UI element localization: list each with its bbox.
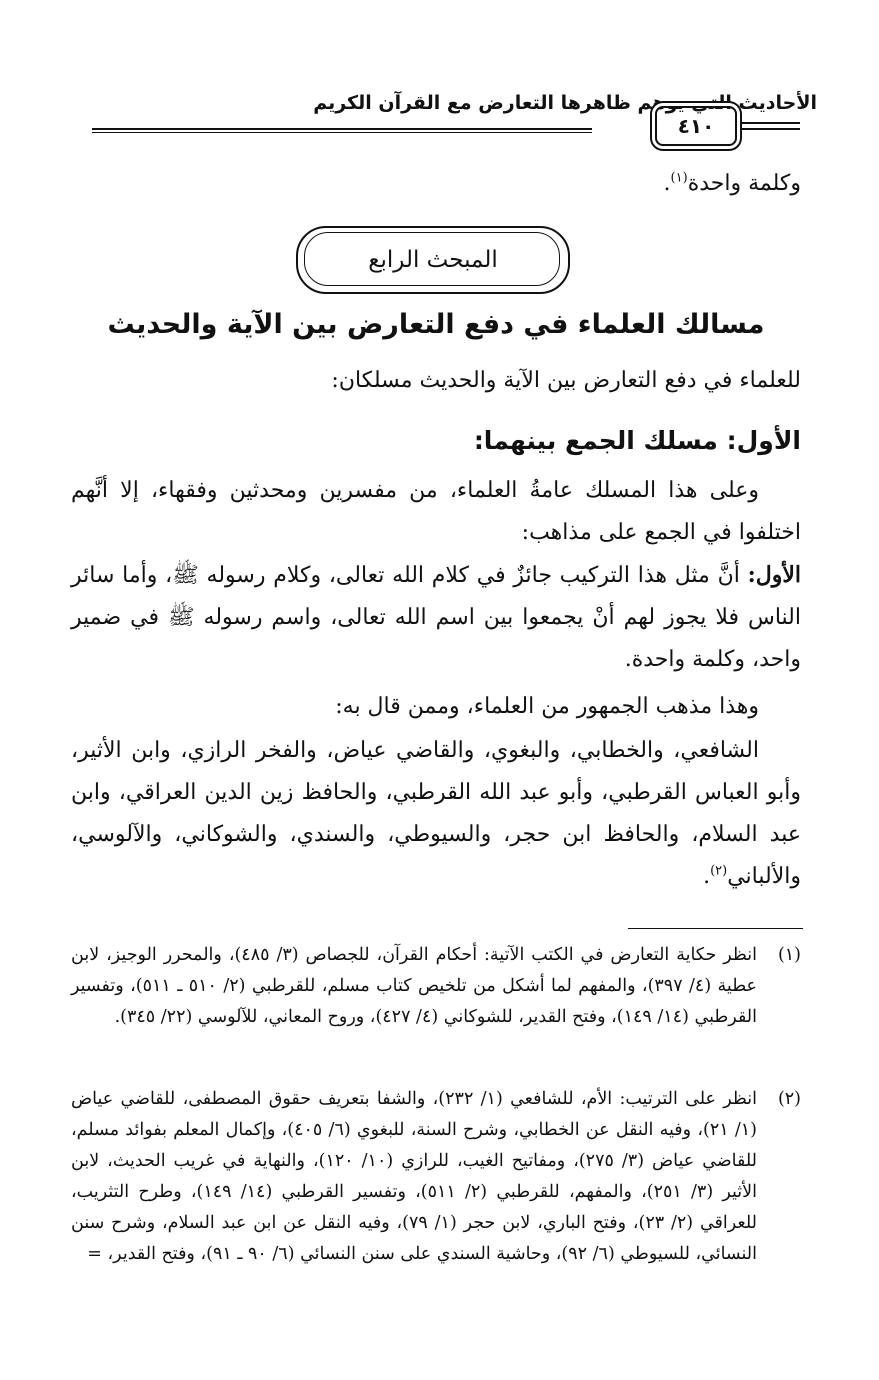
paragraph-4 [71, 730, 801, 898]
footnote-2-text: انظر على الترتيب: الأم، للشافعي (١/ ٢٣٢)، والشفا بتعريف حقوق المصطفى، للقاضي عياض (١/ ٢١)، وفيه النقل عن الخطابي، وشرح السنة، للبغوي (٦/ ٤٠٥)، وإكمال المعلم بفوائد مسلم، للقاضي عياض (٣/ ٢٧٥)، ومفاتيح الغيب، للرازي (١٠/ ١٢٠)، والنهاية في غريب الحديث، لابن الأثير (٣/ ٢٥١)، والمفهم، للقرطبي (٢/ ٥١١)، وتفسير القرطبي (١٤/ ١٤٩)، وطرح التثريب، للعراقي (٢/ ٢٣)، وفتح الباري، لابن حجر (١/ ٧٩)، وفيه النقل عن ابن عبد السلام، وشرح سنن النسائي، للسيوطي (٦/ ٩٢)، وحاشية السندي على سنن النسائي (٦/ ٩٠ ـ ٩١)، وفتح القدير، = [71, 1089, 758, 1264]
paragraph-4-text: الشافعي، والخطابي، والبغوي، والقاضي عياض، والفخر الرازي، وابن الأثير، وأبو العباس القرطبي، وأبو عبد الله القرطبي، والحافظ زين الدين العراقي، وابن عبد السلام، والحافظ ابن حجر، والسيوطي، والسندي، والشوكاني، والآلوسي، والألباني [71, 738, 801, 889]
continuation-line [71, 163, 801, 205]
section-label: المبحث الرابع [368, 247, 498, 273]
running-header-title: الأحاديث التي يوهم ظاهرها التعارض مع القرآن الكريم [313, 92, 817, 114]
footnote-2-number: (٢) [777, 1089, 801, 1109]
continuation-text: وكلمة واحدة [687, 171, 801, 196]
paragraph-3: وهذا مذهب الجمهور من العلماء، وممن قال به: [335, 694, 759, 719]
continuation-end: . [663, 171, 671, 196]
paragraph-2-lead: الأول: [747, 562, 801, 588]
paragraph-2-text: أنَّ مثل هذا التركيب جائزٌ في كلام الله تعالى، وكلام رسوله ﷺ، وأما سائر الناس فلا يجوز لهم أنْ يجمعوا بين اسم الله تعالى، واسم رسوله ﷺ في ضمير واحد، وكلمة واحدة. [71, 563, 801, 672]
paragraph-4-end: . [703, 864, 711, 889]
footnote-ref-1: (١) [670, 170, 688, 186]
footnote-1-text: انظر حكاية التعارض في الكتب الآتية: أحكام القرآن، للجصاص (٣/ ٤٨٥)، والمحرر الوجيز، لابن عطية (٤/ ٣٩٧)، والمفهم لما أشكل من تلخيص كتاب مسلم، للقرطبي (٢/ ٥١٠ ـ ٥١١)، وتفسير القرطبي (١٤/ ١٤٩)، وفتح القدير، للشوكاني (٤/ ٤٢٧)، وروح المعاني، للآلوسي (٢٢/ ٣٤٥). [71, 945, 757, 1027]
paragraph-2 [71, 554, 801, 681]
header-rule [92, 128, 592, 130]
header-rule-thin [92, 132, 592, 133]
footnote-ref-2: (٢) [710, 863, 728, 879]
header-ornament-line-2 [742, 128, 800, 130]
intro-line: للعلماء في دفع التعارض بين الآية والحديث مسلكان: [331, 368, 801, 393]
header-ornament-line [742, 122, 800, 124]
footnote-1-number: (١) [777, 945, 801, 965]
sub-heading: الأول: مسلك الجمع بينهما: [473, 426, 801, 455]
footnote-2 [71, 1084, 801, 1270]
paragraph-1: وعلى هذا المسلك عامةُ العلماء، من مفسرين ومحدثين وفقهاء، إلا أنَّهم اختلفوا في الجمع على مذاهب: [71, 478, 801, 545]
chapter-heading: مسالك العلماء في دفع التعارض بين الآية والحديث [107, 309, 765, 340]
footnote-separator [628, 928, 803, 929]
page-number: ٤١٠ [655, 106, 737, 146]
footnote-1 [71, 940, 801, 1033]
